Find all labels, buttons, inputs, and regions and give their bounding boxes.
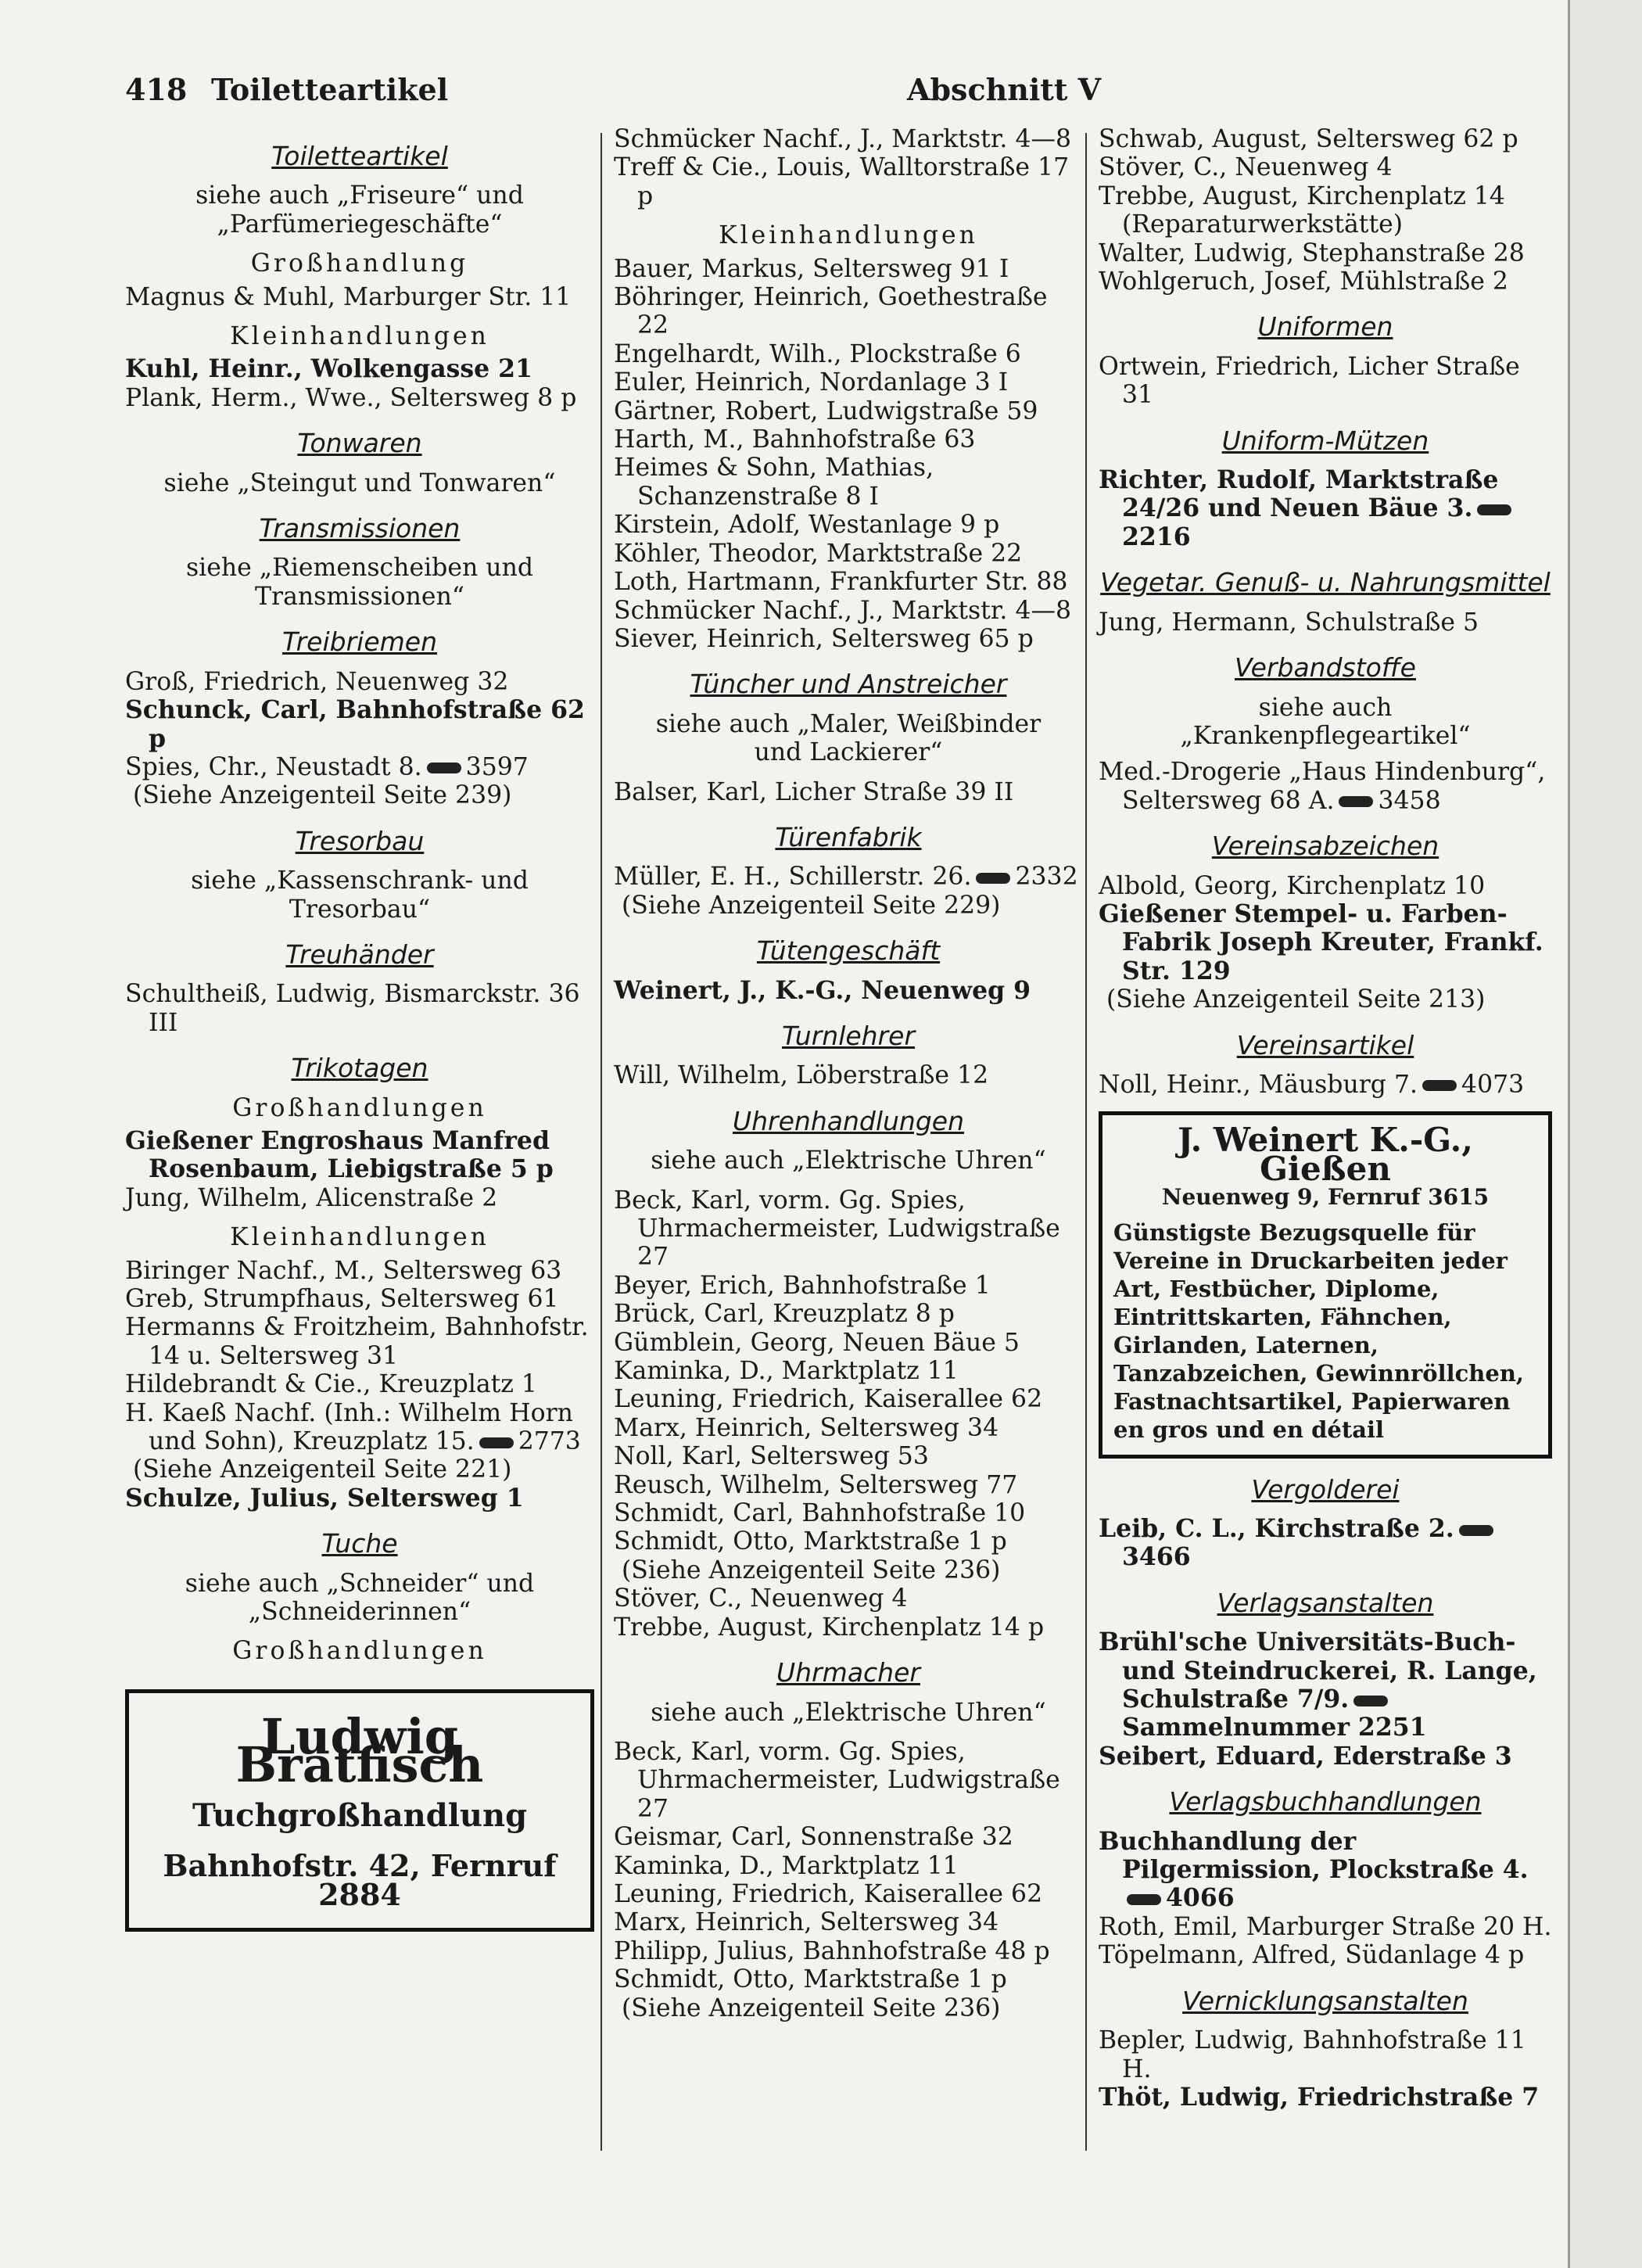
directory-entry: (Siehe Anzeigenteil Seite 221) bbox=[133, 1455, 512, 1484]
directory-entry bbox=[1099, 1515, 1552, 1572]
directory-entry: Trebbe, August, Kirchenplatz 14 (Reparaturwerkstätte) bbox=[1099, 181, 1505, 239]
subheading: Großhandlung bbox=[250, 249, 469, 278]
ad-name: J. Weinert K.-G., Gießen bbox=[1178, 1121, 1473, 1188]
directory-entry: Böhringer, Heinrich, Goethestraße 22 bbox=[614, 283, 1048, 340]
directory-entry: Trebbe, August, Kirchenplatz 14 p bbox=[614, 1613, 1045, 1642]
see-also: siehe auch „Krankenpflegeartikel“ bbox=[1180, 693, 1471, 750]
phone-number: 2773 bbox=[518, 1427, 581, 1456]
entry-text: Spies, Chr., Neustadt 8. bbox=[125, 752, 422, 781]
telephone-icon bbox=[1459, 1525, 1493, 1536]
column-1 bbox=[125, 125, 594, 1932]
ad-tagline: Tuchgroßhandlung bbox=[192, 1796, 528, 1834]
ad-address: Neuenweg 9, Fernruf 3615 bbox=[1161, 1184, 1490, 1211]
directory-entry: Gärtner, Robert, Ludwigstraße 59 bbox=[614, 397, 1038, 425]
phone-number: 3466 bbox=[1122, 1542, 1191, 1572]
see-also: siehe auch „Maler, Weißbinder und Lackierer“ bbox=[655, 709, 1041, 767]
subheading: Kleinhandlungen bbox=[230, 1223, 489, 1252]
category-heading: Turnlehrer bbox=[781, 1020, 916, 1051]
page-number: 418 bbox=[125, 72, 188, 107]
directory-entry: (Siehe Anzeigenteil Seite 236) bbox=[622, 1993, 1001, 2022]
directory-entry: Schmücker Nachf., J., Marktstr. 4—8 bbox=[614, 596, 1072, 625]
entry-text: Med.-Drogerie „Haus Hindenburg“, Seltersweg 68 A. bbox=[1099, 758, 1546, 815]
category-heading: Tütengeschäft bbox=[756, 935, 941, 967]
column-2 bbox=[614, 125, 1083, 2022]
directory-entry: Loth, Hartmann, Frankfurter Str. 88 bbox=[614, 568, 1068, 597]
directory-entry: Marx, Heinrich, Seltersweg 34 bbox=[614, 1908, 999, 1937]
category-heading: Verlagsanstalten bbox=[1217, 1587, 1434, 1618]
category-heading: Vereinsartikel bbox=[1236, 1029, 1414, 1060]
directory-entry: Beck, Karl, vorm. Gg. Spies, Uhrmachermeister, Ludwigstraße 27 bbox=[614, 1186, 1060, 1272]
telephone-icon bbox=[1339, 796, 1373, 807]
subheading: Kleinhandlungen bbox=[719, 221, 978, 250]
see-also: siehe „Steingut und Tonwaren“ bbox=[163, 468, 556, 497]
directory-entry: Schmidt, Carl, Bahnhofstraße 10 bbox=[614, 1499, 1026, 1528]
directory-entry: Thöt, Ludwig, Friedrichstraße 7 bbox=[1099, 2082, 1540, 2112]
directory-entry: (Siehe Anzeigenteil Seite 213) bbox=[1106, 985, 1486, 1014]
subheading: Großhandlungen bbox=[232, 1637, 487, 1666]
directory-entry: Weinert, J., K.-G., Neuenweg 9 bbox=[614, 975, 1031, 1005]
telephone-icon bbox=[1477, 504, 1511, 515]
subheading: Großhandlungen bbox=[232, 1093, 487, 1122]
directory-entry: Treff & Cie., Louis, Walltorstraße 17 p bbox=[614, 153, 1070, 210]
directory-entry bbox=[1099, 1828, 1552, 1913]
directory-entry: Jung, Wilhelm, Alicenstraße 2 bbox=[125, 1183, 498, 1212]
directory-entry bbox=[1099, 758, 1552, 815]
directory-entry: Will, Wilhelm, Löberstraße 12 bbox=[614, 1061, 989, 1090]
directory-entry: Wohlgeruch, Josef, Mühlstraße 2 bbox=[1099, 267, 1508, 296]
directory-entry: Schmidt, Otto, Marktstraße 1 p bbox=[614, 1527, 1007, 1556]
telephone-icon bbox=[1353, 1696, 1388, 1706]
category-heading: Tuche bbox=[321, 1528, 398, 1559]
telephone-icon bbox=[1127, 1894, 1161, 1905]
subheading: Kleinhandlungen bbox=[230, 322, 489, 351]
directory-entry: Siever, Heinrich, Seltersweg 65 p bbox=[614, 624, 1034, 653]
directory-entry: Beyer, Erich, Bahnhofstraße 1 bbox=[614, 1271, 991, 1300]
category-heading: Transmissionen bbox=[259, 513, 461, 544]
category-heading: Vergolderei bbox=[1251, 1473, 1400, 1505]
category-heading: Tonwaren bbox=[297, 428, 422, 459]
directory-entry: Geismar, Carl, Sonnenstraße 32 bbox=[614, 1823, 1013, 1852]
category-heading: Treuhänder bbox=[285, 938, 434, 970]
directory-entry: Gießener Stempel- u. Farben-Fabrik Joseph Kreuter, Frankf. Str. 129 bbox=[1099, 899, 1543, 985]
directory-entry: Beck, Karl, vorm. Gg. Spies, Uhrmachermeister, Ludwigstraße 27 bbox=[614, 1737, 1060, 1823]
directory-entry: Schulze, Julius, Seltersweg 1 bbox=[125, 1483, 524, 1513]
directory-entry: Schunck, Carl, Bahnhofstraße 62 p bbox=[125, 695, 585, 753]
directory-entry: Bepler, Ludwig, Bahnhofstraße 11 H. bbox=[1099, 2026, 1526, 2083]
directory-entry: (Siehe Anzeigenteil Seite 236) bbox=[622, 1556, 1001, 1584]
directory-entry: Kaminka, D., Marktplatz 11 bbox=[614, 1851, 959, 1880]
directory-entry: Engelhardt, Wilh., Plockstraße 6 bbox=[614, 339, 1021, 368]
directory-entry bbox=[1099, 1628, 1552, 1742]
telephone-icon bbox=[1422, 1080, 1457, 1091]
directory-entry: Stöver, C., Neuenweg 4 bbox=[614, 1584, 908, 1613]
directory-entry: Kirstein, Adolf, Westanlage 9 p bbox=[614, 511, 1000, 540]
entry-text: H. Kaeß Nachf. (Inh.: Wilhelm Horn und Sohn), Kreuzplatz 15. bbox=[125, 1398, 573, 1456]
category-heading: Uhrmacher bbox=[776, 1657, 920, 1688]
directory-entry: Leuning, Friedrich, Kaiserallee 62 bbox=[614, 1879, 1043, 1908]
column-divider bbox=[601, 133, 602, 2151]
see-also: siehe auch „Friseure“ und „Parfümeriegeschäfte“ bbox=[195, 181, 524, 239]
directory-entry: Bauer, Markus, Seltersweg 91 I bbox=[614, 254, 1009, 283]
ad-address: Bahnhofstr. 42, Fernruf 2884 bbox=[163, 1848, 557, 1912]
directory-entry: Biringer Nachf., M., Seltersweg 63 bbox=[125, 1256, 562, 1285]
category-heading: Verlagsbuchhandlungen bbox=[1169, 1786, 1482, 1818]
phone-number: 2332 bbox=[1015, 863, 1078, 892]
directory-entry: Euler, Heinrich, Nordanlage 3 I bbox=[614, 368, 1009, 397]
phone-number: 2216 bbox=[1122, 522, 1191, 551]
entry-text: Brühl'sche Universitäts-Buch- und Steindruckerei, R. Lange, Schulstraße 7/9. bbox=[1099, 1627, 1537, 1714]
telephone-icon bbox=[427, 763, 461, 773]
category-heading: Tresorbau bbox=[295, 825, 425, 856]
page-title: Toiletteartikel bbox=[211, 72, 449, 107]
ad-body: Günstigste Bezugsquelle für Vereine in Druckarbeiten jeder Art, Festbücher, Diplome, Eintrittskarten, Fähnchen, Girlanden, Laternen, Tanzabzeichen, Gewinnröllchen, Fastnachtsartikel, Papierwaren en gros und en détail bbox=[1113, 1218, 1525, 1443]
category-heading: Toiletteartikel bbox=[271, 141, 448, 171]
phone-number: 4073 bbox=[1461, 1070, 1525, 1099]
entry-text: Müller, E. H., Schillerstr. 26. bbox=[614, 863, 972, 892]
category-heading: Uniformen bbox=[1257, 311, 1393, 343]
category-heading: Verbandstoffe bbox=[1235, 652, 1416, 684]
next-page-edge bbox=[1568, 0, 1642, 2268]
directory-entry: Plank, Herm., Wwe., Seltersweg 8 p bbox=[125, 383, 577, 412]
directory-entry bbox=[1099, 466, 1552, 551]
directory-entry: Schmücker Nachf., J., Marktstr. 4—8 bbox=[614, 125, 1072, 153]
page-header bbox=[125, 64, 1501, 119]
see-also: siehe „Riemenscheiben und Transmissionen“ bbox=[185, 554, 534, 611]
advertisement-bratfisch bbox=[125, 1689, 594, 1932]
directory-entry: Hermanns & Froitzheim, Bahnhofstr. 14 u. Seltersweg 31 bbox=[125, 1313, 589, 1370]
directory-entry bbox=[1099, 1071, 1552, 1099]
entry-text: Buchhandlung der Pilgermission, Plockstraße 4. bbox=[1099, 1826, 1529, 1885]
category-heading: Türenfabrik bbox=[775, 821, 922, 852]
column-3 bbox=[1099, 125, 1552, 2112]
directory-entry: Schwab, August, Seltersweg 62 p bbox=[1099, 125, 1518, 153]
see-also: siehe auch „Elektrische Uhren“ bbox=[651, 1147, 1046, 1175]
directory-entry: Jung, Hermann, Schulstraße 5 bbox=[1099, 608, 1479, 637]
ad-name: Ludwig Bratfisch bbox=[235, 1707, 484, 1794]
directory-entry: Noll, Karl, Seltersweg 53 bbox=[614, 1442, 929, 1471]
directory-entry: Schultheiß, Ludwig, Bismarckstr. 36 III bbox=[125, 980, 580, 1037]
phone-number: 3597 bbox=[465, 752, 529, 781]
category-heading: Uniform-Mützen bbox=[1221, 425, 1429, 456]
directory-entry: Seibert, Eduard, Ederstraße 3 bbox=[1099, 1741, 1512, 1771]
phone-number: 3458 bbox=[1378, 786, 1441, 815]
category-heading: Vegetar. Genuß- u. Nahrungsmittel bbox=[1100, 567, 1551, 598]
directory-entry: Brück, Carl, Kreuzplatz 8 p bbox=[614, 1300, 955, 1329]
category-heading: Vernicklungsanstalten bbox=[1182, 1985, 1468, 2016]
directory-entry: Heimes & Sohn, Mathias, Schanzenstraße 8 I bbox=[614, 454, 934, 511]
directory-entry: Albold, Georg, Kirchenplatz 10 bbox=[1099, 871, 1486, 900]
directory-entry: Leuning, Friedrich, Kaiserallee 62 bbox=[614, 1385, 1043, 1414]
directory-entry: Kaminka, D., Marktplatz 11 bbox=[614, 1357, 959, 1386]
telephone-icon bbox=[479, 1437, 514, 1448]
directory-entry: Kuhl, Heinr., Wolkengasse 21 bbox=[125, 354, 532, 384]
phone-number: Sammelnummer 2251 bbox=[1122, 1713, 1427, 1742]
entry-text: Richter, Rudolf, Marktstraße 24/26 und Neuen Bäue 3. bbox=[1099, 465, 1499, 523]
advertisement-weinert bbox=[1099, 1111, 1552, 1458]
directory-entry: Walter, Ludwig, Stephanstraße 28 bbox=[1099, 239, 1525, 267]
directory-entry: Köhler, Theodor, Marktstraße 22 bbox=[614, 539, 1023, 568]
telephone-icon bbox=[976, 873, 1010, 884]
directory-entry bbox=[125, 753, 594, 781]
see-also: siehe „Kassenschrank- und Tresorbau“ bbox=[191, 867, 529, 924]
column-divider bbox=[1085, 133, 1087, 2151]
directory-entry: Ortwein, Friedrich, Licher Straße 31 bbox=[1099, 352, 1520, 410]
directory-entry: Hildebrandt & Cie., Kreuzplatz 1 bbox=[125, 1370, 537, 1399]
see-also: siehe auch „Schneider“ und „Schneiderinnen“ bbox=[185, 1569, 535, 1627]
directory-entry: Marx, Heinrich, Seltersweg 34 bbox=[614, 1413, 999, 1442]
directory-entry: Harth, M., Bahnhofstraße 63 bbox=[614, 425, 976, 454]
directory-entry: Schmidt, Otto, Marktstraße 1 p bbox=[614, 1965, 1007, 1994]
directory-entry: Philipp, Julius, Bahnhofstraße 48 p bbox=[614, 1936, 1050, 1965]
directory-entry: (Siehe Anzeigenteil Seite 229) bbox=[622, 891, 1001, 920]
directory-entry: (Siehe Anzeigenteil Seite 239) bbox=[133, 781, 512, 810]
category-heading: Uhrenhandlungen bbox=[732, 1105, 965, 1136]
directory-entry: Reusch, Wilhelm, Seltersweg 77 bbox=[614, 1470, 1018, 1499]
entry-text: Leib, C. L., Kirchstraße 2. bbox=[1099, 1514, 1454, 1543]
directory-entry: Greb, Strumpfhaus, Seltersweg 61 bbox=[125, 1285, 559, 1313]
see-also: siehe auch „Elektrische Uhren“ bbox=[651, 1698, 1046, 1727]
section-title: Abschnitt V bbox=[907, 72, 1102, 107]
directory-entry: Töpelmann, Alfred, Südanlage 4 p bbox=[1099, 1941, 1525, 1970]
category-heading: Treibriemen bbox=[282, 626, 437, 658]
directory-entry: Roth, Emil, Marburger Straße 20 H. bbox=[1099, 1912, 1552, 1941]
directory-entry: Groß, Friedrich, Neuenweg 32 bbox=[125, 667, 509, 696]
directory-entry: Stöver, C., Neuenweg 4 bbox=[1099, 153, 1393, 182]
directory-entry bbox=[125, 1399, 594, 1456]
phone-number: 4066 bbox=[1166, 1883, 1235, 1913]
directory-entry bbox=[614, 863, 1083, 891]
category-heading: Trikotagen bbox=[291, 1053, 428, 1084]
directory-entry: Gümblein, Georg, Neuen Bäue 5 bbox=[614, 1328, 1020, 1357]
directory-entry: Balser, Karl, Licher Straße 39 II bbox=[614, 777, 1014, 806]
directory-entry: Magnus & Muhl, Marburger Str. 11 bbox=[125, 282, 572, 311]
category-heading: Tüncher und Anstreicher bbox=[690, 669, 1007, 700]
entry-text: Noll, Heinr., Mäusburg 7. bbox=[1099, 1070, 1418, 1099]
category-heading: Vereinsabzeichen bbox=[1211, 831, 1439, 862]
directory-entry: Gießener Engroshaus Manfred Rosenbaum, Liebigstraße 5 p bbox=[125, 1125, 554, 1184]
